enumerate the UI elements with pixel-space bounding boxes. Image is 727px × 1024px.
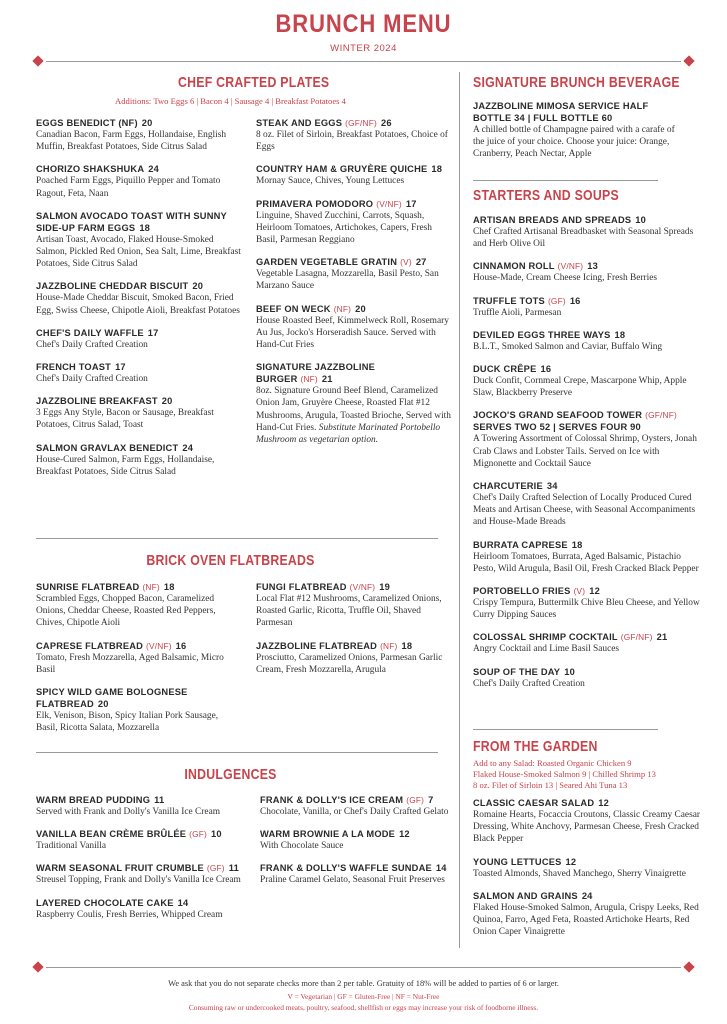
menu-item-title [256,117,452,129]
menu-item [256,198,452,247]
menu-item-name: SPICY WILD GAME BOLOGNESE FLATBREAD [36,687,188,710]
menu-item-description-text: Raspberry Coulis, Fresh Berries, Whipped Cream [36,909,223,920]
menu-item-price: 10 [564,666,575,677]
menu-item-description [36,874,251,886]
menu-item-description-text: Toasted Almonds, Shaved Manchego, Sherry Vinaigrette [473,868,686,879]
menu-item-price: 24 [148,164,159,175]
dietary-tag: (V/NF) [376,198,402,209]
footer-health-warning: Consuming raw or undercooked meats, poultry, seafood, shellfish or eggs may increase your risk of foodborne illness. [188,1003,539,1012]
menu-item-title [473,409,701,421]
dietary-tag: (GF/NF) [645,410,677,421]
menu-item-price: 18 [163,582,175,592]
menu-item-name: DUCK CRÊPE [473,364,537,375]
menu-item-title [473,363,701,375]
menu-item-title [473,480,701,492]
menu-item-price: 18 [614,329,626,340]
menu-item-description [256,175,452,187]
dietary-tag: (GF) [406,795,425,805]
menu-item [473,409,701,470]
menu-item-description-text: Duck Confit, Cornmeal Crepe, Mascarpone Whip, Apple Slaw, Blackberry Preserve [473,376,687,399]
menu-item-description [36,909,251,921]
menu-item-name: FRANK & DOLLY'S ICE CREAM [260,795,404,805]
menu-item-name: LAYERED CHOCOLATE CAKE [36,897,174,908]
flatbreads-right-column [256,581,452,686]
menu-item-description-text: Flaked House-Smoked Salmon, Arugula, Crispy Leeks, Red Quinoa, Farro, Aged Feta, Roasted Artichoke Hearts, Red Onion Caper Vinaigrette [473,902,699,938]
menu-item-price: 16 [175,640,187,651]
menu-item-name: PRIMAVERA POMODORO [256,198,374,209]
chef-crafted-right-column [256,117,452,456]
menu-item-description [256,315,452,352]
menu-item-title [36,395,241,407]
menu-item [473,100,683,161]
menu-item-name: YOUNG LETTUCES [473,856,562,867]
menu-item-description [260,840,456,852]
rule-diamond-left [32,55,43,66]
dietary-tag: (V/NF) [557,261,584,272]
menu-item-description-text: Praline Caramel Gelato, Seasonal Fruit Preserves [260,875,445,886]
menu-item-description-text: Chef's Daily Crafted Creation [473,678,585,689]
menu-item-price: 19 [379,582,390,592]
menu-item-price: 24 [581,890,593,901]
menu-item-title [473,856,701,868]
menu-item-description-text: Artisan Toast, Avocado, Flaked House-Smoked Salmon, Pickled Red Onion, Sea Salt, Lime, Breakfast Potatoes, Side Citrus Salad [36,234,241,270]
menu-item-price: 20 [161,396,173,407]
menu-item-price: 14 [435,863,447,874]
menu-item-name: JAZZBOLINE BREAKFAST [36,396,158,407]
menu-item-description [36,175,241,199]
menu-item-description-text: Tomato, Fresh Mozzarella, Aged Balsamic, Micro Basil [36,652,224,675]
page-title: BRUNCH MENU [275,10,452,38]
menu-item-name: SIGNATURE JAZZBOLINE BURGER [256,362,376,385]
menu-item [256,163,452,187]
menu-item-description [36,454,241,478]
column-divider [459,72,460,948]
menu-item-price: 21 [321,374,333,385]
section-title-flatbreads: BRICK OVEN FLATBREADS [146,552,315,569]
menu-item [36,395,241,431]
menu-item-description-text: 8 oz. Filet of Sirloin, Breakfast Potatoes, Choice of Eggs [256,130,448,153]
menu-item-description-text: A Towering Assortment of Colossal Shrimp, Oysters, Jonah Crab Claws and Lobster Tails. Served on Ice with Mignonette and Cocktail Sauce [473,434,697,469]
menu-item-description-text: Poached Farm Eggs, Piquillo Pepper and Tomato Ragout, Feta, Naan [36,176,221,199]
menu-item-description [473,433,701,470]
menu-item-name: SALMON AND GRAINS [473,890,578,901]
menu-item-name: VANILLA BEAN CRÈME BRÛLÉE [36,829,187,840]
dietary-tag: (GF/NF) [345,118,377,128]
dietary-tag: (GF) [547,295,566,306]
menu-item-description [36,373,241,385]
bottom-divider [46,967,681,968]
menu-item-description [473,375,701,399]
divider-garden [473,729,658,730]
rule-diamond-right [683,961,694,972]
menu-item-name: SALMON GRAVLAX BENEDICT [36,442,179,453]
menu-item-title [260,828,456,840]
garden-addon-line: Add to any Salad: Roasted Organic Chicken 9 [473,758,632,768]
menu-item-name: COUNTRY HAM & GRUYÈRE QUICHE [256,164,428,175]
menu-item-price: 10 [635,215,647,225]
menu-item-name: CLASSIC CAESAR SALAD [473,798,595,808]
menu-item-name: GARDEN VEGETABLE GRATIN [256,257,398,268]
menu-item-name: BEEF ON WECK [256,303,331,314]
menu-item [473,480,701,529]
menu-item [36,117,241,153]
menu-item [36,686,241,734]
menu-item-description-text: Chef's Daily Crafted Selection of Locally Produced Cured Meats and Artisan Cheese, with Seasonal Accompaniments and House-Made Breads [473,493,696,528]
starters-column [473,214,701,700]
menu-item-name: SUNRISE FLATBREAD [36,582,140,592]
dietary-tag: (NF) [300,374,318,385]
menu-item-name: COLOSSAL SHRIMP COCKTAIL [473,632,618,643]
menu-item-description [473,809,701,846]
menu-item-title [256,361,452,385]
menu-item [36,361,241,385]
menu-item-title [36,862,251,874]
menu-item [256,640,452,676]
menu-item-description [473,341,701,353]
menu-item-title [473,585,701,597]
menu-item-name: JAZZBOLINE MIMOSA SERVICE HALF BOTTLE 34 | FULL BOTTLE 60 [473,101,649,123]
menu-item-description [473,551,701,575]
menu-item-price: 20 [192,281,204,292]
menu-item-description-text: Scrambled Eggs, Chopped Bacon, Caramelized Onions, Cheddar Cheese, Roasted Red Peppers, Chives, Chipotle Aioli [36,594,216,629]
divider-indulgences [36,752,438,753]
menu-item [473,363,701,399]
menu-item-description-text: Truffle Aioli, Parmesan [473,307,562,318]
menu-item-title [36,163,241,175]
dietary-tag: (GF) [189,829,207,840]
menu-item [256,581,452,630]
menu-item-name: JOCKO'S GRAND SEAFOOD TOWER [473,410,643,421]
menu-item-description-text: Canadian Bacon, Farm Eggs, Hollandaise, English Muffin, Breakfast Potatoes, Side Citrus Salad [36,130,227,153]
menu-item-title [473,295,701,307]
menu-item-name: CHARCUTERIE [473,481,543,492]
menu-item-price: 16 [569,295,581,306]
menu-item-name: CHEF'S DAILY WAFFLE [36,327,144,338]
menu-item-name: FRANK & DOLLY'S WAFFLE SUNDAE [260,863,432,874]
menu-item [473,260,701,284]
menu-item-title [473,260,701,272]
menu-item-description [36,652,241,676]
menu-item-description [36,593,241,630]
menu-item-description-text: Traditional Vanilla [36,841,107,852]
menu-item-description-text: Crispy Tempura, Buttermilk Chive Bleu Cheese, and Yellow Curry Dipping Sauces [473,598,700,621]
menu-item-description-text: Served with Frank and Dolly's Vanilla Ice Cream [36,807,221,817]
menu-item-description-text: House-Made Cheddar Biscuit, Smoked Bacon, Fried Egg, Swiss Cheese, Chipotle Aioli, Breakfast Potatoes [36,293,240,316]
menu-item-description [256,593,452,630]
menu-item [36,794,251,818]
dietary-tag: (NF) [380,640,398,651]
menu-item-price: 18 [431,164,443,175]
menu-item-price: 17 [405,198,417,209]
garden-addon-line: Flaked House-Smoked Salmon 9 | Chilled Shrimp 13 [473,769,656,779]
menu-item [473,631,701,655]
menu-item-price: 20 [97,699,109,710]
menu-item-price: 12 [598,798,610,808]
menu-item-price: 26 [380,118,392,128]
menu-item-title [256,256,452,268]
menu-item-description [36,840,251,852]
menu-item [36,280,241,316]
menu-item-name: TRUFFLE TOTS [473,295,545,306]
section-title-chef-crafted: CHEF CRAFTED PLATES [178,74,330,91]
menu-item-description [36,292,241,316]
menu-item-price: 18 [401,640,413,651]
menu-item-price: 21 [656,632,668,643]
menu-item [36,210,241,271]
page-subtitle: WINTER 2024 [330,43,397,54]
menu-item-description-text: Chef's Daily Crafted Creation [36,339,148,350]
menu-item-description [473,307,701,319]
beverage-column [473,100,683,171]
divider-flatbreads [36,538,438,539]
rule-diamond-right [683,55,694,66]
dietary-tag: (NF) [333,303,352,314]
menu-item [36,897,251,921]
menu-item-description-text: House-Made, Cream Cheese Icing, Fresh Berries [473,273,658,284]
section-title-beverage: SIGNATURE BRUNCH BEVERAGE [473,74,680,91]
menu-item-title [256,163,452,175]
menu-item-name: WARM BROWNIE A LA MODE [260,829,396,840]
menu-item-description [260,874,456,886]
menu-item-price: 18 [571,539,583,550]
section-title-indulgences: INDULGENCES [184,766,277,783]
menu-item-title [36,794,251,806]
menu-item-name: PORTOBELLO FRIES [473,586,571,597]
menu-item-description [473,226,701,250]
menu-item-description-text: Angry Cocktail and Lime Basil Sauces [473,644,620,655]
section-title-starters: STARTERS AND SOUPS [473,187,619,204]
menu-item-title [256,581,452,593]
menu-item-description-text: House Roasted Beef, Kimmelweck Roll, Rosemary Au Jus, Jocko's Horseradish Sauce. Served with Hand-Cut Fries [256,315,449,351]
menu-item-price: 10 [211,829,222,840]
menu-item-price: 12 [565,856,577,867]
menu-item-description-text: Streusel Topping, Frank and Dolly's Vanilla Ice Cream [36,875,241,886]
menu-item-title [256,640,452,652]
menu-item [473,856,701,880]
indulgences-left-column [36,794,251,931]
dietary-tag: (V) [400,257,412,268]
menu-item [256,256,452,292]
menu-item-description-text: Elk, Venison, Bison, Spicy Italian Pork Sausage, Basil, Ricotta Salata, Mozzarella [36,711,219,734]
garden-addon-line: 8 oz. Filet of Sirloin 13 | Seared Ahi Tuna 13 [473,780,628,790]
menu-item-title [36,581,241,593]
menu-item-description-text: Chef Crafted Artisanal Breadbasket with Seasonal Spreads and Herb Olive Oil [473,227,694,250]
dietary-tag: (GF/NF) [620,632,653,643]
menu-item-title [473,666,701,678]
menu-item-description-text: A chilled bottle of Champagne paired with a carafe of the juice of your choice. Choose your juice: Orange, Cranberry, Peach Nectar, Apple [473,125,675,160]
menu-item-description [473,902,701,939]
menu-item-description-text: Prosciutto, Caramelized Onions, Parmesan Garlic Cream, Fresh Mozzarella, Arugula [256,652,443,675]
menu-item-title [36,361,241,373]
menu-item-name: WARM BREAD PUDDING [36,795,151,805]
menu-item-serving-prices: SERVES TWO 52 | SERVES FOUR 90 [473,422,641,433]
menu-item-description [256,652,452,676]
dietary-tag: (GF) [206,863,225,874]
menu-item [36,581,241,630]
menu-item-name: ARTISAN BREADS AND SPREADS [473,215,632,225]
menu-item [256,303,452,352]
menu-item-name: BURRATA CAPRESE [473,539,568,550]
menu-item-name: DEVILED EGGS THREE WAYS [473,329,611,340]
menu-item [473,329,701,353]
section-title-garden: FROM THE GARDEN [473,738,598,755]
menu-item-title [36,442,241,454]
menu-item-description-text: B.L.T., Smoked Salmon and Caviar, Buffalo Wing [473,341,663,352]
menu-item-name: CINNAMON ROLL [473,261,555,272]
menu-item-description-text: Vegetable Lasagna, Mozzarella, Basil Pesto, San Marzano Sauce [256,269,439,292]
rule-diamond-left [32,961,43,972]
menu-item-description-text: 8oz. Signature Ground Beef Blend, Caramelized Onion Jam, Gruyère Cheese, Roasted Flat #12 Mushrooms, Arugula, Toasted Brioche, Served with Hand-Cut Fries. [256,386,451,433]
menu-item-name: SALMON AVOCADO TOAST WITH SUNNY SIDE-UP FARM EGGS [36,210,227,233]
menu-item-description [256,129,452,153]
menu-item-description [473,492,701,529]
menu-item-description [36,806,251,818]
menu-item-title [260,794,456,806]
menu-item-description-text: With Chocolate Sauce [260,841,344,852]
menu-item-description [473,868,701,880]
menu-item [256,117,452,153]
menu-item-title [256,198,452,210]
menu-item-price: 12 [399,829,410,840]
menu-item [473,214,701,250]
menu-item-description-text: Linguine, Shaved Zucchini, Carrots, Squash, Heirloom Tomatoes, Artichokes, Capers, Fresh Basil, Parmesan Reggiano [256,210,432,246]
menu-item-description [36,129,241,153]
menu-item-title [36,897,251,909]
menu-item-description [473,597,701,621]
menu-item-description-text: 3 Eggs Any Style, Bacon or Sausage, Breakfast Potatoes, Citrus Salad, Toast [36,408,214,431]
chef-crafted-addons: Additions: Two Eggs 6 | Bacon 4 | Sausage 4 | Breakfast Potatoes 4 [115,96,346,106]
menu-item-price: 7 [428,795,434,805]
menu-item-description-text: Romaine Hearts, Focaccia Croutons, Classic Creamy Caesar Dressing, White Anchovy, Parmesan Cheese, Fresh Cracked Black Pepper [473,810,701,845]
menu-item-name: FRENCH TOAST [36,362,112,373]
menu-item [260,794,456,818]
menu-item-name: STEAK AND EGGS [256,118,343,128]
menu-item-description-text: Mornay Sauce, Chives, Young Lettuces [256,176,405,187]
menu-item-title [473,797,701,809]
menu-item [36,163,241,199]
menu-item-price: 11 [154,795,165,805]
menu-item-title [36,210,241,234]
menu-item-title [473,100,683,124]
menu-item-title [473,631,701,643]
menu-item-price: 16 [540,364,552,375]
menu-item [260,862,456,886]
menu-item-description [256,268,452,292]
menu-item-title [473,329,701,341]
menu-item-title [36,640,241,652]
menu-item [473,890,701,939]
menu-item-title [473,539,701,551]
menu-item-price: 34 [546,481,558,492]
menu-item [473,295,701,319]
dietary-tag: (NF) [142,582,160,592]
menu-item-description-text: Chocolate, Vanilla, or Chef's Daily Crafted Gelato [260,807,449,817]
menu-item-description [473,272,701,284]
menu-item-price: 27 [415,257,427,268]
menu-item-description [256,210,452,247]
indulgences-right-column [260,794,456,897]
menu-item-title [473,890,701,902]
menu-item [256,361,452,446]
menu-item-description-text: Heirloom Tomatoes, Burrata, Aged Balsamic, Pistachio Pesto, Wild Arugula, Basil Oil, Fresh Cracked Black Pepper [473,551,699,574]
menu-item-description-text: Chef's Daily Crafted Creation [36,374,148,385]
menu-item-price: 14 [177,897,189,908]
top-divider [46,61,681,62]
menu-item-price: 20 [355,303,366,314]
menu-item-name: JAZZBOLINE CHEDDAR BISCUIT [36,281,189,292]
menu-item-description [260,806,456,818]
garden-column [473,797,701,948]
chef-crafted-left-column [36,117,241,488]
menu-item-price: 17 [147,327,159,338]
flatbreads-left-column [36,581,241,744]
menu-item-price: 11 [228,863,240,874]
menu-item-price: 18 [139,222,151,233]
menu-item-name: EGGS BENEDICT (NF) [36,118,138,128]
footer-dietary-legend: V = Vegetarian | GF = Gluten-Free | NF = Nut-Free [287,992,440,1001]
menu-item-description [36,710,241,734]
menu-item [473,666,701,690]
menu-item-name: SOUP OF THE DAY [473,666,561,677]
menu-item-description [473,643,701,655]
menu-item-name: CHORIZO SHAKSHUKA [36,164,145,175]
menu-item-title [256,303,452,315]
menu-item [473,539,701,575]
menu-item-price: 20 [141,118,153,128]
menu-item [473,585,701,621]
menu-item-description [473,678,701,690]
menu-item-description [36,234,241,271]
dietary-tag: (V/NF) [349,582,376,592]
footer-checks-note: We ask that you do not separate checks more than 2 per table. Gratuity of 18% will be added to parties of 6 or larger. [168,979,559,988]
menu-item-title [260,862,456,874]
menu-item-title [473,214,701,226]
menu-item-note: Substitute Marinated Portobello Mushroom as vegetarian option. [256,422,441,446]
menu-item-description [36,407,241,431]
menu-item [36,327,241,351]
menu-item-title [36,327,241,339]
menu-item-name: JAZZBOLINE FLATBREAD [256,640,378,651]
dietary-tag: (V/NF) [146,640,172,651]
menu-item-price: 24 [182,442,194,453]
menu-item-title [36,280,241,292]
menu-item-title [36,686,241,710]
menu-item-price: 12 [589,586,600,597]
menu-item [36,862,251,886]
menu-item [260,828,456,852]
menu-item-description-text: House-Cured Salmon, Farm Eggs, Hollandaise, Breakfast Potatoes, Side Citrus Salad [36,454,215,477]
menu-item-price: 13 [587,261,598,272]
menu-item-description [256,385,452,446]
menu-item-description [473,124,683,161]
menu-item-name: FUNGI FLATBREAD [256,582,347,592]
menu-item-name: CAPRESE FLATBREAD [36,640,144,651]
menu-item [36,828,251,852]
menu-item [473,797,701,846]
garden-addons [473,758,703,791]
dietary-tag: (V) [573,586,586,597]
menu-item [36,442,241,478]
menu-item-description-text: Local Flat #12 Mushrooms, Caramelized Onions, Roasted Garlic, Ricotta, Truffle Oil, Shaved Parmesan [256,594,442,629]
menu-item-price: 17 [115,362,126,373]
menu-item-title [36,828,251,840]
menu-item [36,640,241,676]
menu-item-description [36,339,241,351]
menu-item-name: WARM SEASONAL FRUIT CRUMBLE [36,863,204,874]
menu-item-title [36,117,241,129]
divider-starters [473,180,658,181]
